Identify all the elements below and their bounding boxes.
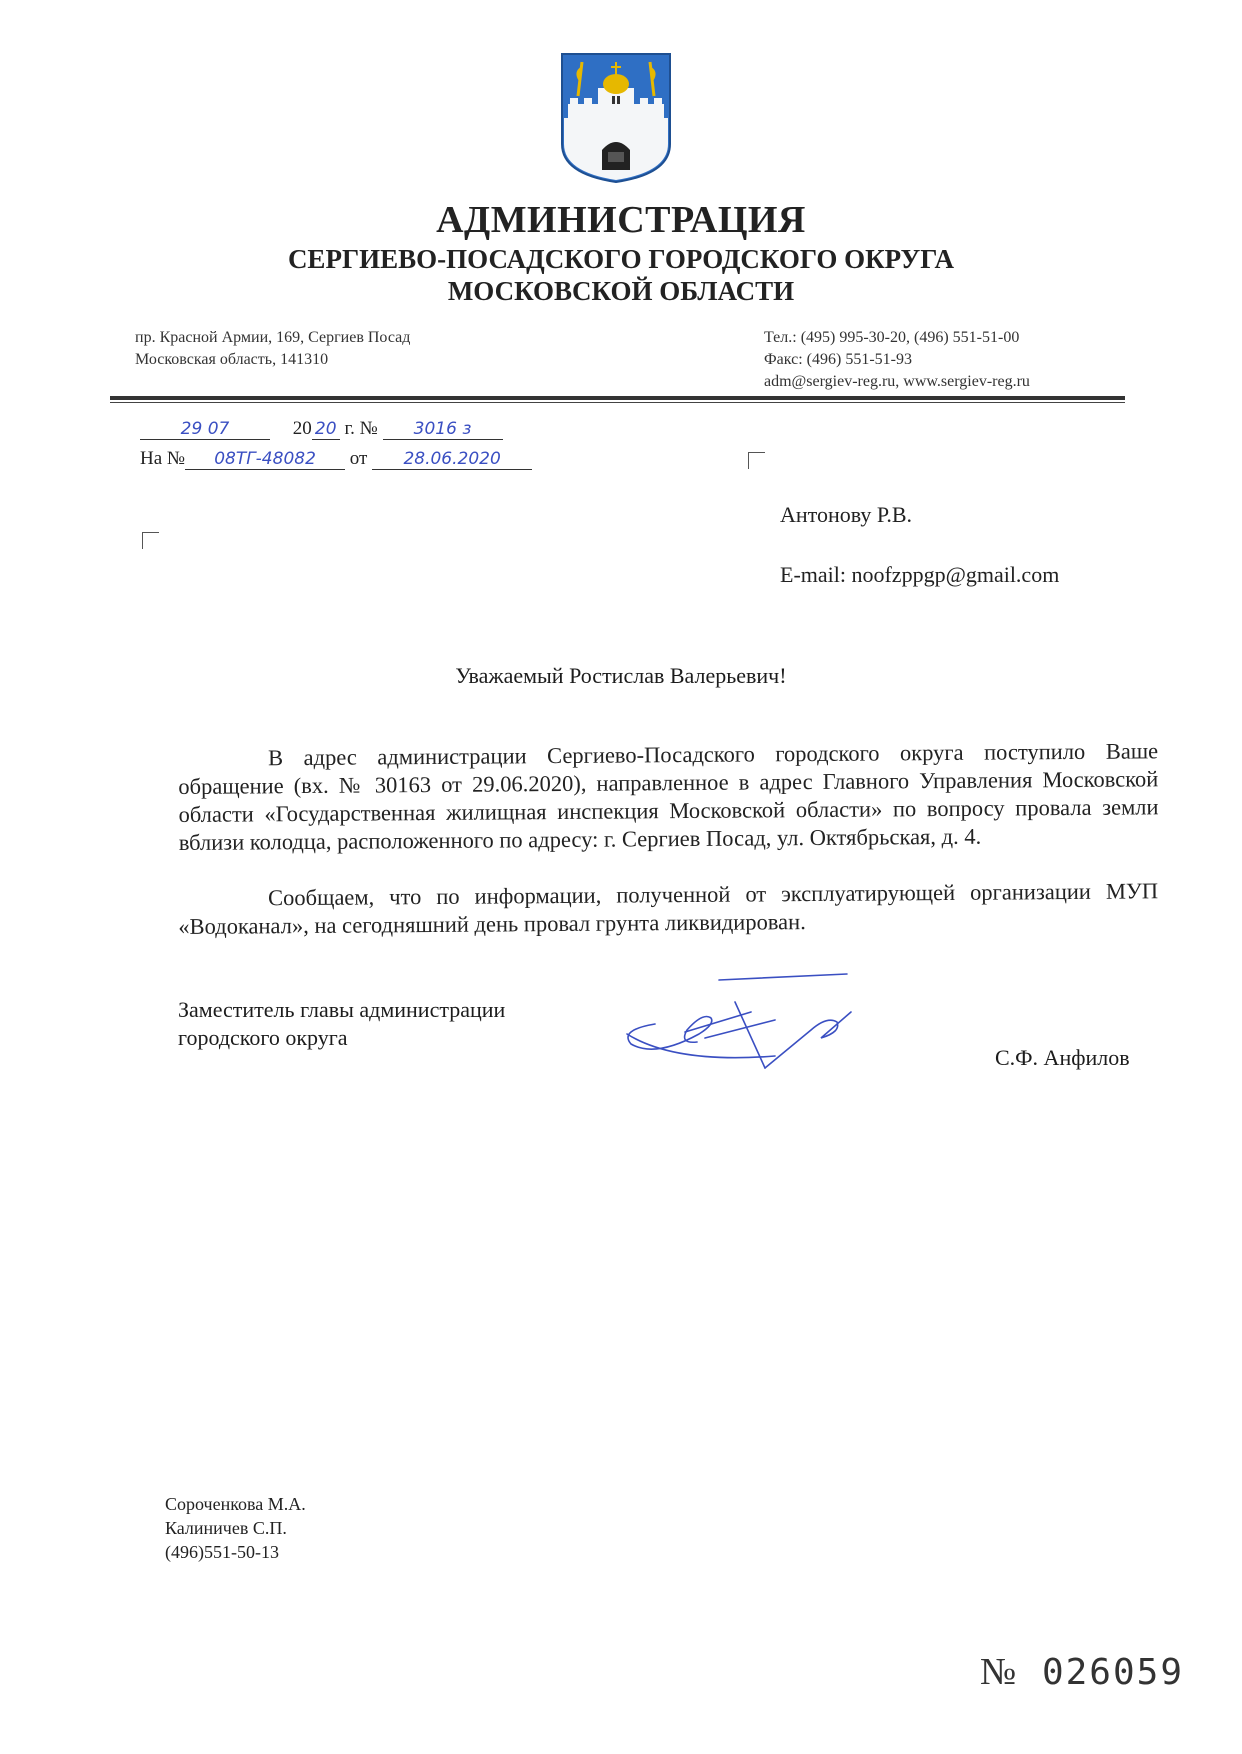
organization-subtitle-line2: МОСКОВСКОЙ ОБЛАСТИ bbox=[447, 276, 795, 306]
signatory-position bbox=[178, 996, 505, 1052]
organization-title: АДМИНИСТРАЦИЯ bbox=[436, 199, 806, 241]
subject-corner-mark bbox=[142, 532, 159, 549]
executor-line2: Калиничев С.П. bbox=[165, 1518, 287, 1538]
recipient-corner-mark bbox=[748, 452, 765, 469]
handwritten-reply-date: 28.06.2020 bbox=[372, 449, 532, 470]
salutation: Уважаемый Ростислав Валерьевич! bbox=[455, 663, 787, 688]
executor-line1: Сороченкова М.А. bbox=[165, 1494, 306, 1514]
body-paragraph-2: Сообщаем, что по информации, полученной от эксплуатирующей организации МУП «Водоканал», на сегодняшний день провал грунта ликвидирован. bbox=[178, 878, 1159, 939]
address-line2: Московская область, 141310 bbox=[135, 351, 329, 368]
number-label: г. № bbox=[344, 418, 378, 439]
from-label: от bbox=[349, 448, 368, 469]
recipient-email: E-mail: noofzppgp@gmail.com bbox=[780, 562, 1060, 587]
coat-of-arms-emblem bbox=[560, 52, 672, 184]
recipient-name: Антонову Р.В. bbox=[780, 502, 913, 527]
signatory-name: С.Ф. Анфилов bbox=[995, 1045, 1130, 1070]
outgoing-registration-line bbox=[140, 418, 503, 440]
form-serial-number bbox=[980, 1650, 1184, 1694]
reply-to-label: На № bbox=[140, 448, 186, 469]
executor-block bbox=[165, 1492, 306, 1564]
phone-text: Тел.: (495) 995-30-20, (496) 551-51-00 bbox=[764, 329, 1020, 346]
address-line1: пр. Красной Армии, 169, Сергиев Посад bbox=[135, 329, 411, 346]
body-paragraph-1: В адрес администрации Сергиево-Посадского городского округа поступило Ваше обращение (вх. № 30163 от 29.06.2020), направленное в адрес Главного Управления Московской области «Государственная жилищная инспекция Московской области» по вопросу провала земли вблизи колодца, расположенного по адресу: г. Сергиев Посад, ул. Октябрьская, д. 4. bbox=[178, 738, 1159, 855]
handwritten-outgoing-number: 3016 з bbox=[383, 419, 503, 440]
handwritten-signature bbox=[615, 972, 915, 1082]
number-sign: № bbox=[980, 1651, 1019, 1693]
position-line2: городского округа bbox=[178, 1025, 348, 1050]
organization-subtitle-line1: СЕРГИЕВО-ПОСАДСКОГО ГОРОДСКОГО ОКРУГА bbox=[287, 244, 955, 274]
serial-digits: 026059 bbox=[1041, 1652, 1184, 1693]
contact-block bbox=[764, 327, 1030, 393]
handwritten-date: 29 07 bbox=[140, 419, 270, 440]
executor-phone: (496)551-50-13 bbox=[165, 1542, 279, 1562]
handwritten-year: 20 bbox=[312, 419, 340, 440]
header-divider-thick bbox=[110, 396, 1125, 400]
handwritten-reply-number: 08ТГ-48082 bbox=[185, 449, 345, 470]
postal-address bbox=[135, 327, 410, 371]
web-email-text: adm@sergiev-reg.ru, www.sergiev-reg.ru bbox=[764, 373, 1030, 390]
year-prefix: 20 bbox=[292, 418, 312, 439]
header-divider-thin bbox=[110, 402, 1125, 403]
reply-to-registration-line bbox=[140, 448, 532, 470]
fax-text: Факс: (496) 551-51-93 bbox=[764, 351, 912, 368]
position-line1: Заместитель главы администрации bbox=[178, 997, 506, 1022]
